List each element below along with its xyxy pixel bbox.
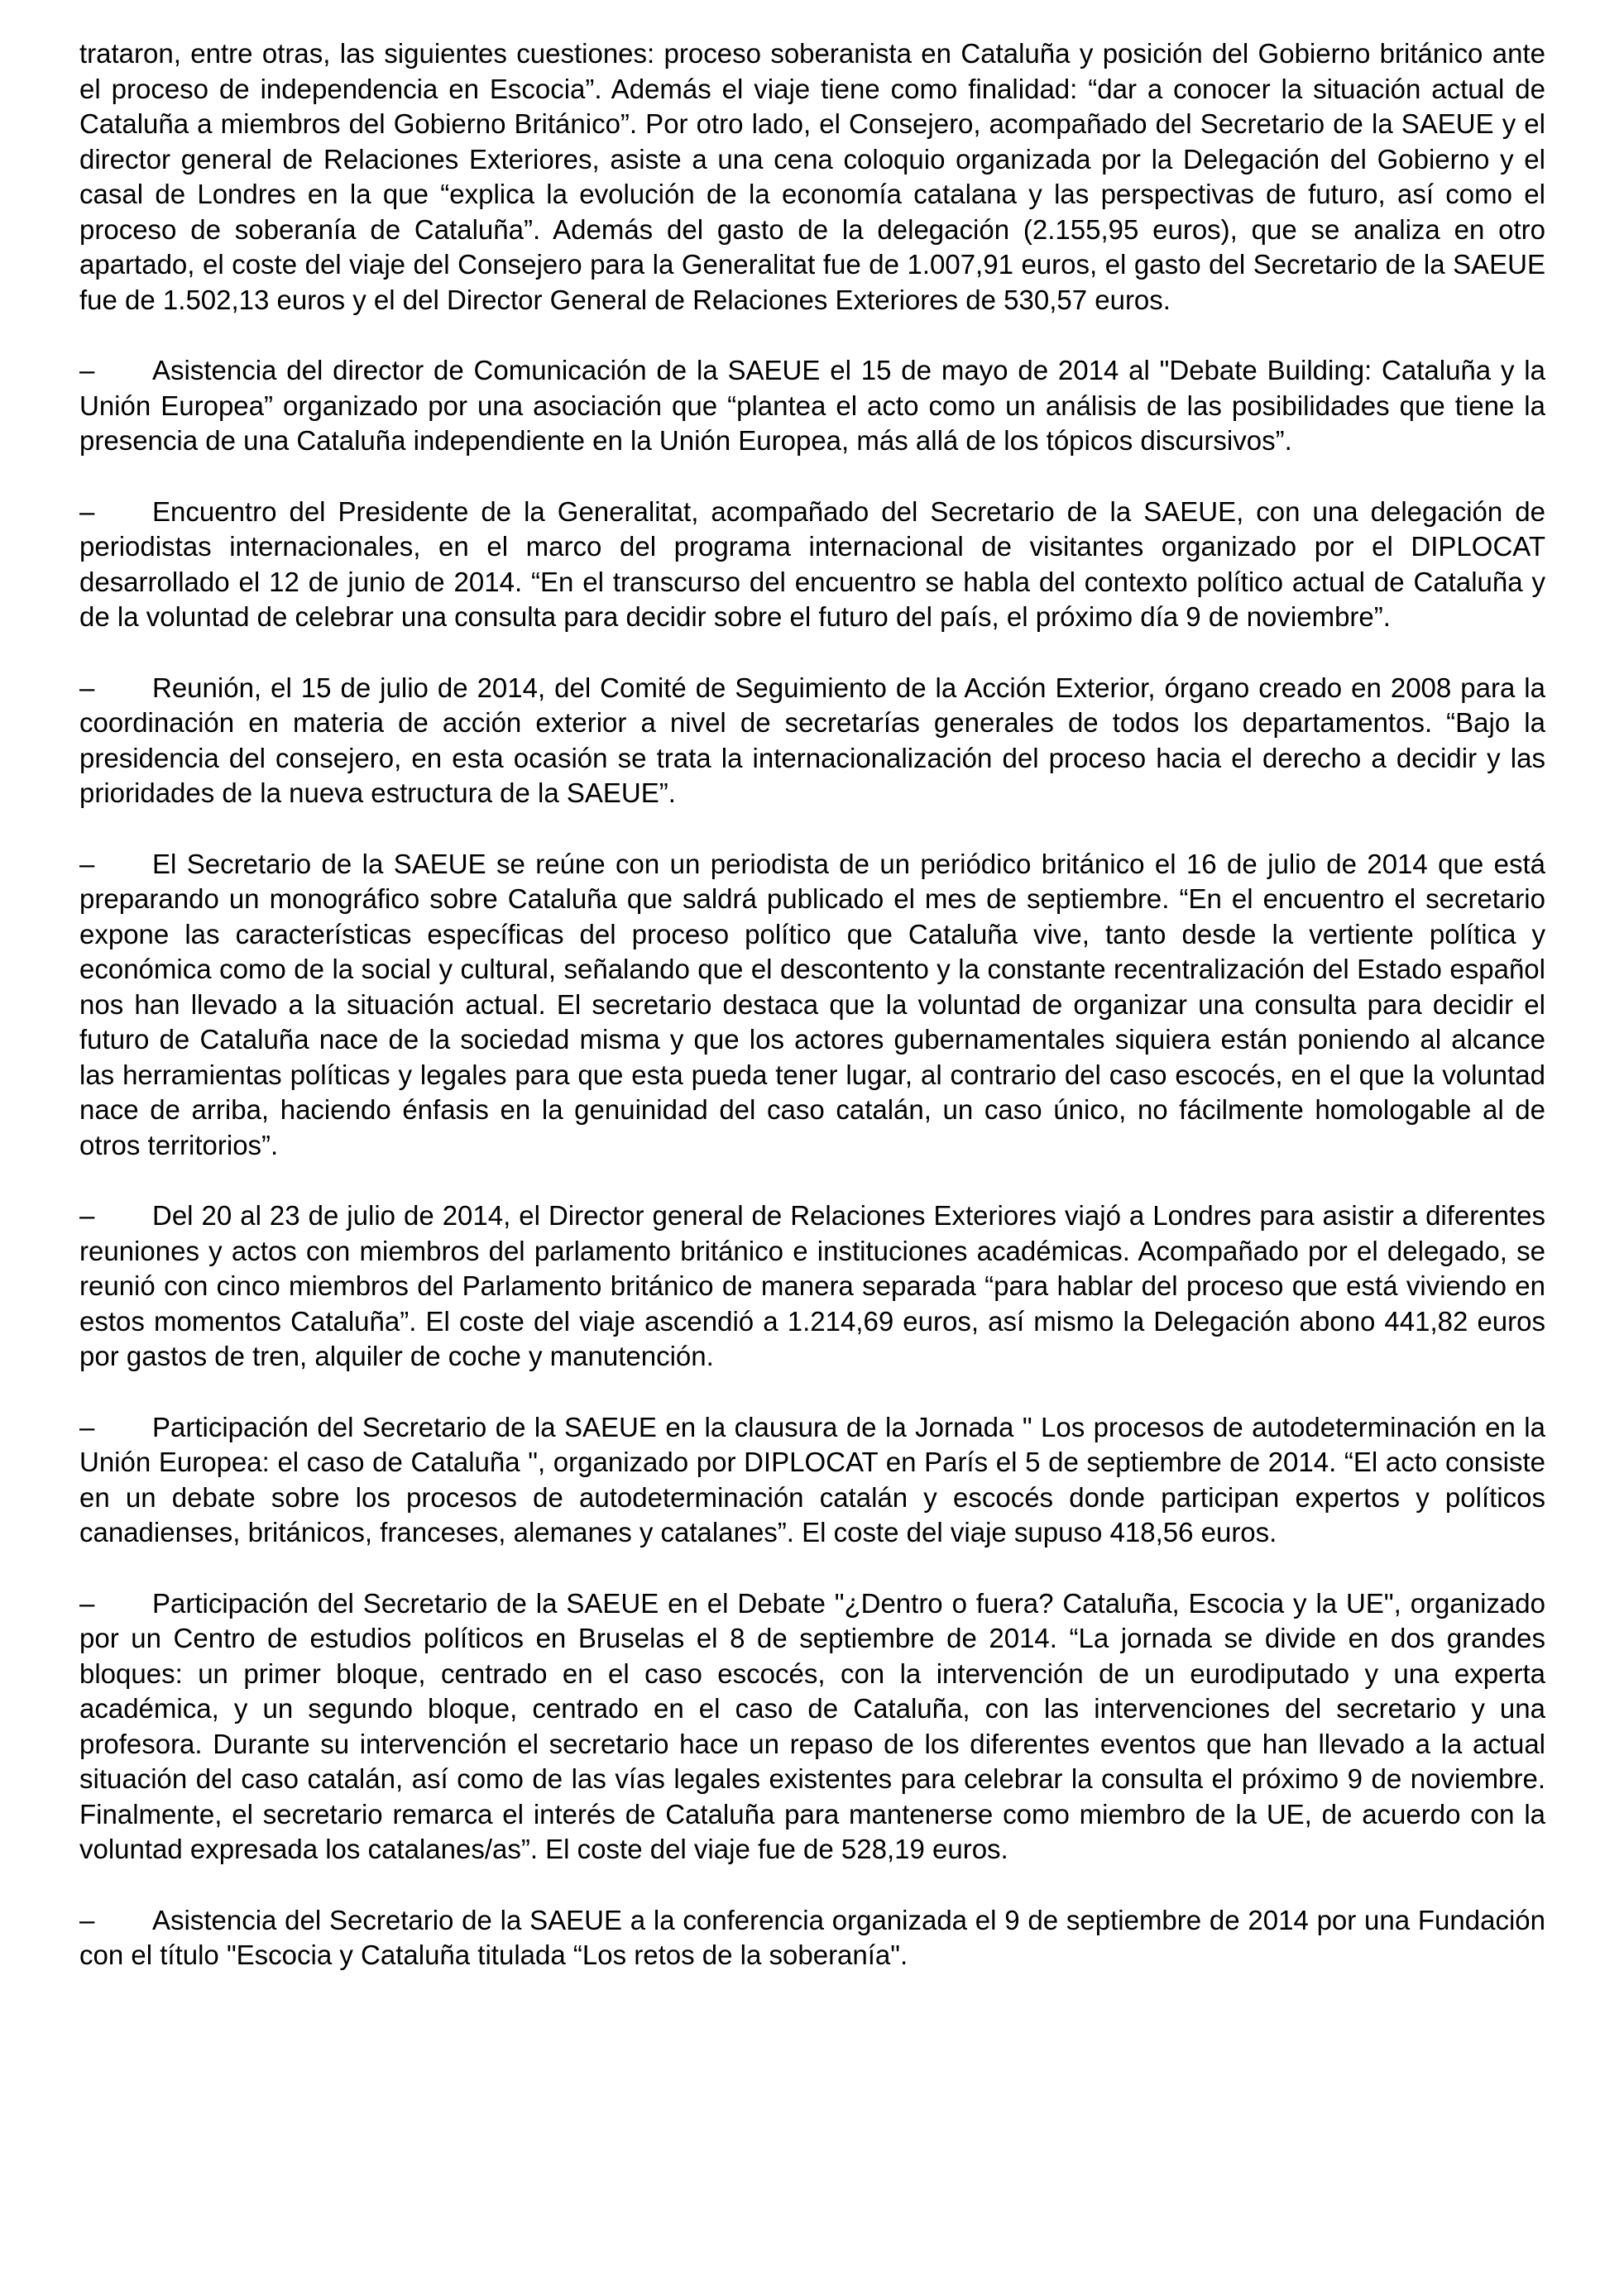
dash-bullet-icon: – [79,1200,95,1231]
list-item-text: Del 20 al 23 de julio de 2014, el Director general de Relaciones Exteriores viajó a Londres para asistir a diferentes reuniones y actos con miembros del parlamento británico e instituciones académicas. Acompañado por el delegado, se reunió con cinco miembros del Parlamento británico de manera separada “para hablar del proceso que está viviendo en estos momentos Cataluña”. El coste del viaje ascendió a 1.214,69 euros, así mismo la Delegación abono 441,82 euros por gastos de tren, alquiler de coche y manutención. [79,1200,1545,1371]
list-item [79,1410,1545,1551]
list-item-text: El Secretario de la SAEUE se reúne con un periodista de un periódico británico el 16 de julio de 2014 que está preparando un monográfico sobre Cataluña que saldrá publicado el mes de septiembre. “En el encuentro el secretario expone las características específicas del proceso político que Cataluña vive, tanto desde la vertiente política y económica como de la social y cultural, señalando que el descontento y la constante recentralización del Estado español nos han llevado a la situación actual. El secretario destaca que la voluntad de organizar una consulta para decidir el futuro de Cataluña nace de la sociedad misma y que los actores gubernamentales siquiera están poniendo al alcance las herramientas políticas y legales para que esta pueda tener lugar, al contrario del caso escocés, en el que la voluntad nace de arriba, haciendo énfasis en la genuinidad del caso catalán, un caso único, no fácilmente homologable al de otros territorios”. [79,848,1545,1160]
list-item [79,1198,1545,1375]
list-item-text: Participación del Secretario de la SAEUE en el Debate "¿Dentro o fuera? Cataluña, Escocia y la UE", organizado por un Centro de estudios políticos en Bruselas el 8 de septiembre de 2014. “La jornada se divide en dos grandes bloques: un primer bloque, centrado en el caso escocés, con la intervención de un eurodiputado y una experta académica, y un segundo bloque, centrado en el caso de Cataluña, con las intervenciones del secretario y una profesora. Durante su intervención el secretario hace un repaso de los diferentes eventos que han llevado a la actual situación del caso catalán, así como de las vías legales existentes para celebrar la consulta el próximo 9 de noviembre. Finalmente, el secretario remarca el interés de Cataluña para mantenerse como miembro de la UE, de acuerdo con la voluntad expresada los catalanes/as”. El coste del viaje fue de 528,19 euros. [79,1587,1545,1864]
intro-paragraph: trataron, entre otras, las siguientes cuestiones: proceso soberanista en Cataluña y posición del Gobierno británico ante el proceso de independencia en Escocia”. Además el viaje tiene como finalidad: “dar a conocer la situación actual de Cataluña a miembros del Gobierno Británico”. Por otro lado, el Consejero, acompañado del Secretario de la SAEUE y el director general de Relaciones Exteriores, asiste a una cena coloquio organizada por la Delegación del Gobierno y el casal de Londres en la que “explica la evolución de la economía catalana y las perspectivas de futuro, así como el proceso de soberanía de Cataluña”. Además del gasto de la delegación (2.155,95 euros), que se analiza en otro apartado, el coste del viaje del Consejero para la Generalitat fue de 1.007,91 euros, el gasto del Secretario de la SAEUE fue de 1.502,13 euros y el del Director General de Relaciones Exteriores de 530,57 euros. [79,38,1545,315]
dash-bullet-icon: – [79,1587,95,1619]
list-item [79,495,1545,635]
list-item-text: Asistencia del Secretario de la SAEUE a la conferencia organizada el 9 de septiembre de 2014 por una Fundación con el título "Escocia y Cataluña titulada “Los retos de la soberanía". [79,1904,1545,1970]
list-item [79,353,1545,459]
dash-bullet-icon: – [79,848,95,879]
list-item-text: Encuentro del Presidente de la Generalitat, acompañado del Secretario de la SAEUE, con una delegación de periodistas internacionales, en el marco del programa internacional de visitantes organizado por el DIPLOCAT desarrollado el 12 de junio de 2014. “En el transcurso del encuentro se habla del contexto político actual de Cataluña y de la voluntad de celebrar una consulta para decidir sobre el futuro del país, el próximo día 9 de noviembre”. [79,495,1545,632]
dash-bullet-icon: – [79,672,95,703]
dash-bullet-icon: – [79,1411,95,1442]
list-item-text: Asistencia del director de Comunicación de la SAEUE el 15 de mayo de 2014 al "Debate Building: Cataluña y la Unión Europea” organizado por una asociación que “plantea el acto como un análisis de las posibilidades que tiene la presencia de una Cataluña independiente en la Unión Europea, más allá de los tópicos discursivos”. [79,355,1545,456]
dash-bullet-icon: – [79,1904,95,1935]
document-page [79,36,1545,2009]
list-item [79,671,1545,811]
list-item [79,847,1545,1164]
dash-bullet-icon: – [79,355,95,385]
list-item [79,1586,1545,1868]
list-item-text: Participación del Secretario de la SAEUE en la clausura de la Jornada " Los procesos de autodeterminación en la Unión Europea: el caso de Cataluña ", organizado por DIPLOCAT en París el 5 de septiembre de 2014. “El acto consiste en un debate sobre los procesos de autodeterminación catalán y escocés donde participan expertos y políticos canadienses, británicos, franceses, alemanes y catalanes”. El coste del viaje supuso 418,56 euros. [79,1411,1545,1547]
dash-bullet-icon: – [79,495,95,527]
list-item [79,1903,1545,1973]
list-item-text: Reunión, el 15 de julio de 2014, del Comité de Seguimiento de la Acción Exterior, órgano creado en 2008 para la coordinación en materia de acción exterior a nivel de secretarías generales de todos los departamentos. “Bajo la presidencia del consejero, en esta ocasión se trata la internacionalización del proceso hacia el derecho a decidir y las prioridades de la nueva estructura de la SAEUE”. [79,672,1545,808]
